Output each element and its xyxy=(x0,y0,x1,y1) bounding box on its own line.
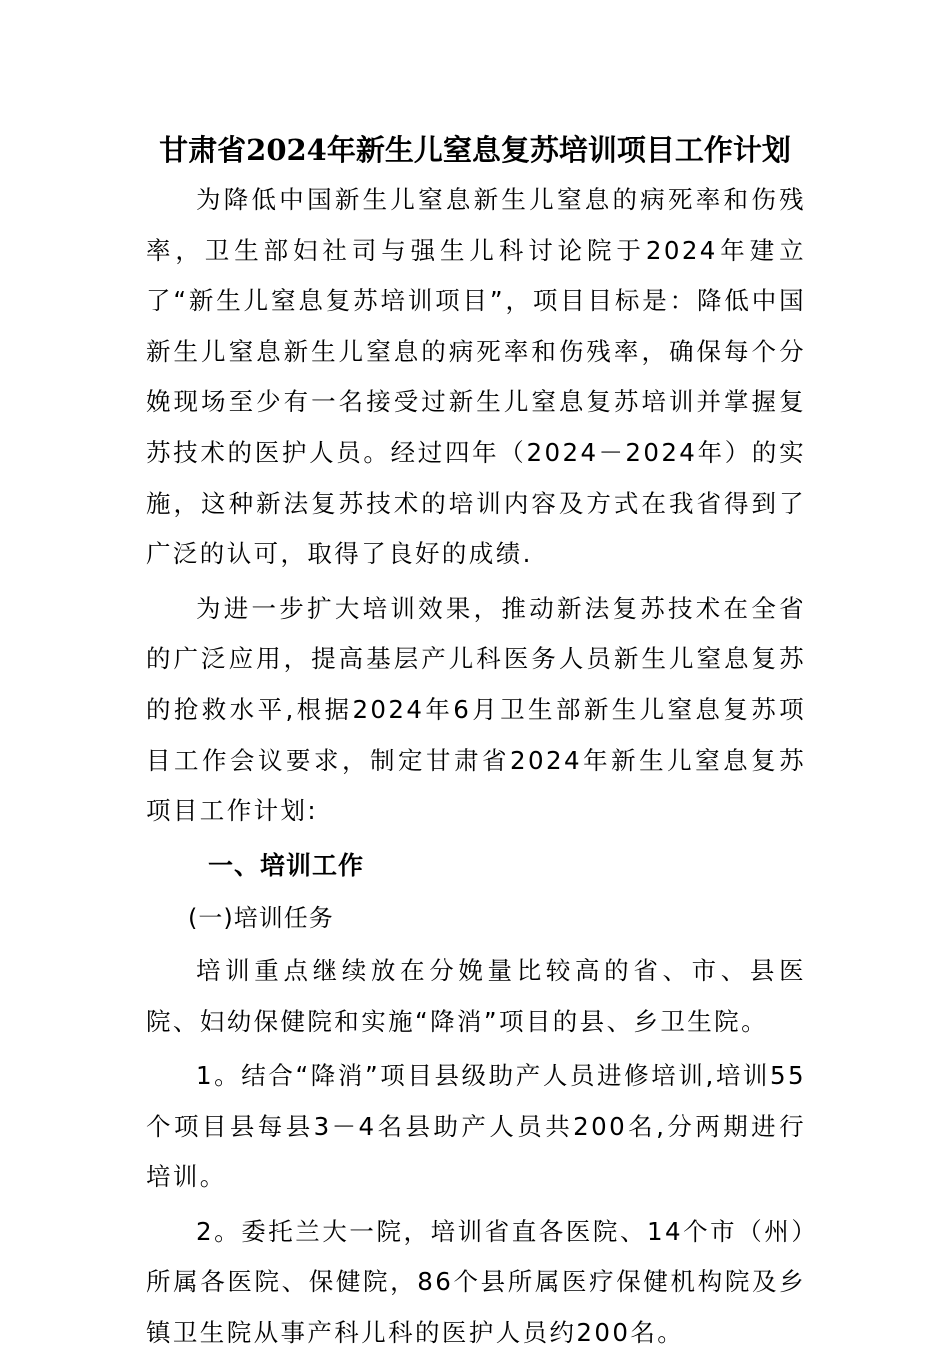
intro-paragraph-2: 为进一步扩大培训效果，推动新法复苏技术在全省的广泛应用，提高基层产儿科医务人员新生儿窒息复苏的抢救水平,根据2024年6月卫生部新生儿窒息复苏项目工作会议要求，制定甘肃省2024年新生儿窒息复苏项目工作计划: xyxy=(146,593,806,826)
document-title: 甘肃省2024年新生儿窒息复苏培训项目工作计划 xyxy=(159,133,791,167)
subsection-heading-training-tasks: (一)培训任务 xyxy=(188,904,334,933)
section-heading-training-work: 一、培训工作 xyxy=(208,850,365,880)
task-paragraph-item-2: 2。委托兰大一院，培训省直各医院、14个市（州）所属各医院、保健院，86个县所属医疗保健机构院及乡镇卫生院从事产科儿科的医护人员约200名。 xyxy=(146,1216,806,1348)
task-paragraph-focus: 培训重点继续放在分娩量比较高的省、市、县医院、妇幼保健院和实施“降消”项目的县、乡卫生院。 xyxy=(146,955,806,1036)
intro-paragraph-1: 为降低中国新生儿窒息新生儿窒息的病死率和伤残率，卫生部妇社司与强生儿科讨论院于2024年建立了“新生儿窒息复苏培训项目”，项目目标是：降低中国新生儿窒息新生儿窒息的病死率和伤残率，确保每个分娩现场至少有一名接受过新生儿窒息复苏培训并掌握复苏技术的医护人员。经过四年（2024－2024年）的实施，这种新法复苏技术的培训内容及方式在我省得到了广泛的认可，取得了良好的成绩. xyxy=(146,185,806,569)
task-paragraph-item-1: 1。结合“降消”项目县级助产人员进修培训,培训55个项目县每县3－4名县助产人员共200名,分两期进行培训。 xyxy=(146,1061,806,1192)
document-body xyxy=(146,175,806,1363)
